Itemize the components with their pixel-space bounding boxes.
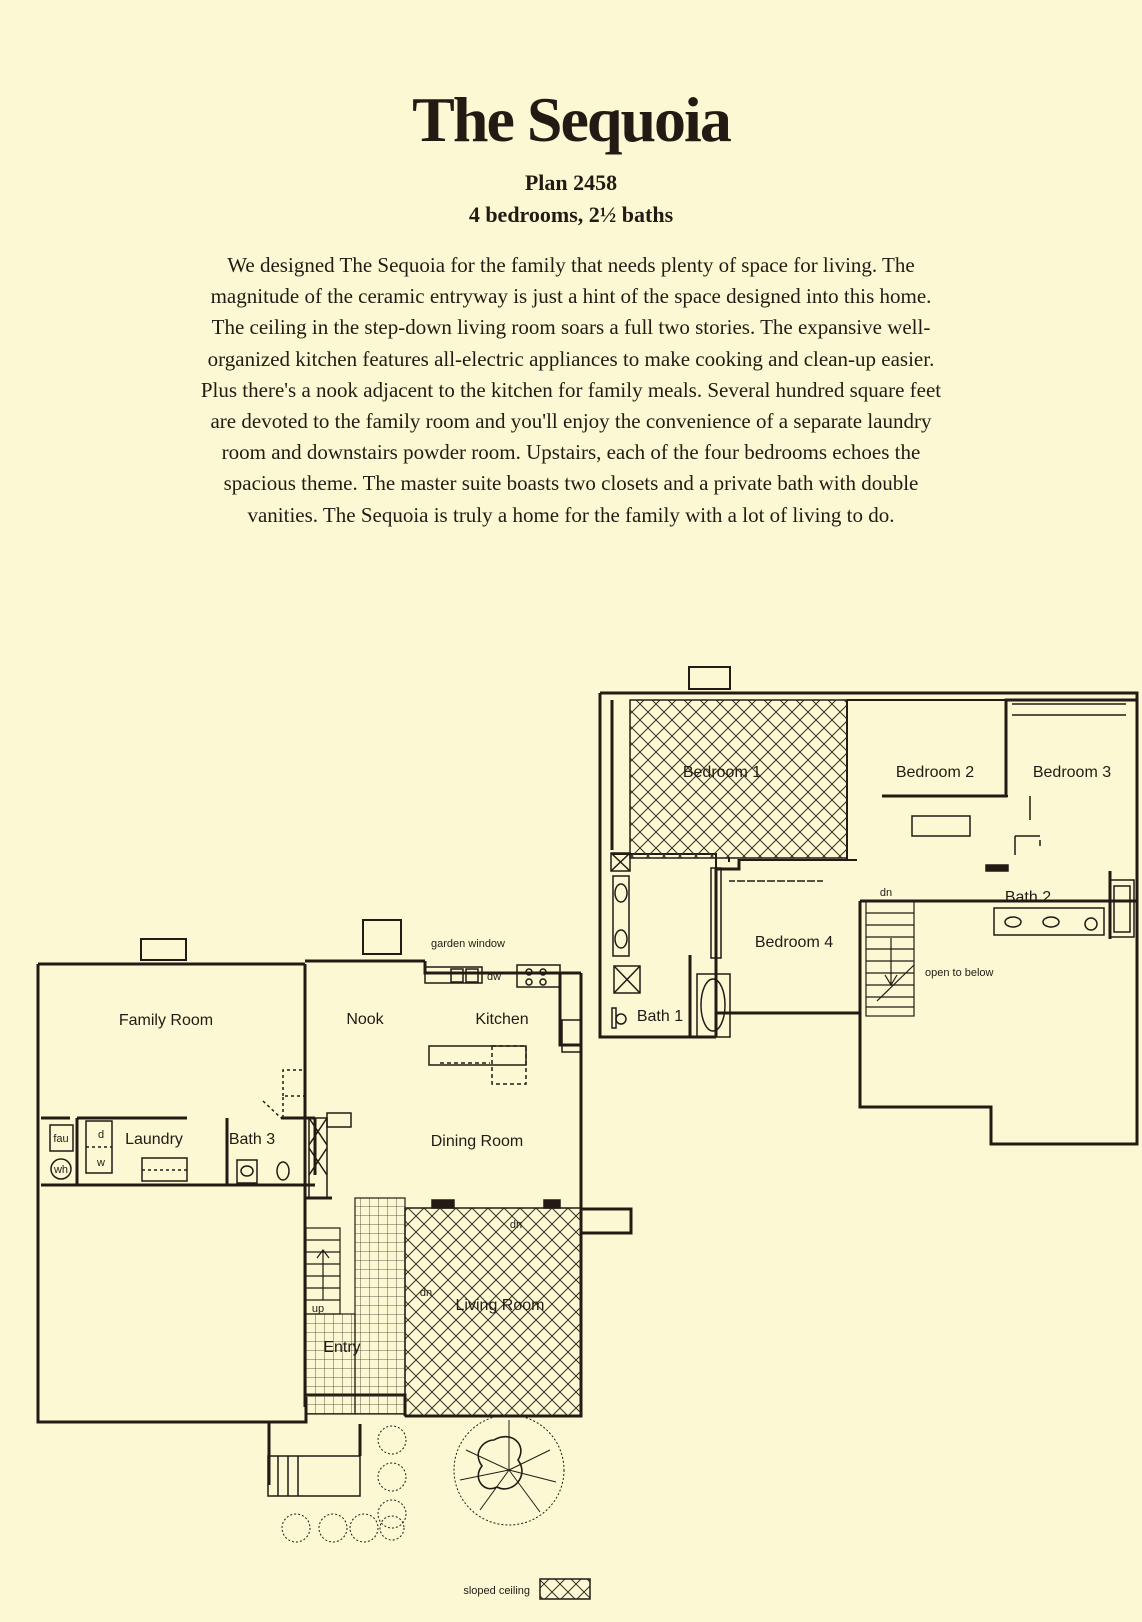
- room-label-bedroom3: Bedroom 3: [1032, 764, 1112, 781]
- garden-window-label: garden window: [431, 938, 505, 950]
- room-label-laundry: Laundry: [125, 1131, 183, 1148]
- entry-step-down-label: dn: [419, 1287, 433, 1299]
- plan-title: The Sequoia: [412, 84, 730, 155]
- dishwasher-label: dw: [486, 971, 502, 983]
- lower-stairs: [306, 1228, 340, 1314]
- dryer-label: d: [97, 1129, 105, 1141]
- living-room-step-down-label: dn: [509, 1219, 523, 1231]
- sloped-ceiling-label: sloped ceiling: [463, 1585, 530, 1597]
- landscape-shrubs: [282, 1415, 564, 1542]
- room-label-bath2: Bath 2: [1004, 889, 1052, 906]
- room-label-bedroom1: Bedroom 1: [682, 764, 762, 781]
- room-label-bedroom4: Bedroom 4: [754, 934, 834, 951]
- plan-description: We designed The Sequoia for the family that needs plenty of space for living. The magnitude of the ceramic entryway is just a hint of the space designed into this home. The ceiling in the step-down living room soars a full two stories. The expansive well-organized kitchen features all-electric appliances to make cooking and clean-up easier. Plus there's a nook adjacent to the kitchen for family meals. Several hundred square feet are devoted to the family room and you'll enjoy the convenience of a separate laundry room and downstairs powder room. Upstairs, each of the four bedrooms echoes the spacious theme. The master suite boasts two closets and a private bath with double vanities. The Sequoia is truly a home for the family with a lot of living to do.: [200, 253, 942, 527]
- entry-tile-floor: [355, 1198, 405, 1414]
- open-to-below-label: open to below: [925, 967, 994, 979]
- room-label-nook: Nook: [346, 1011, 384, 1028]
- entry-tile-floor-lower: [306, 1314, 355, 1414]
- sloped-ceiling-legend: [463, 1579, 590, 1599]
- washer-label: w: [97, 1157, 105, 1169]
- water-heater-label: wh: [53, 1164, 69, 1176]
- furnace-label: fau: [53, 1133, 69, 1145]
- stairs-down-label-upper: dn: [879, 887, 893, 899]
- room-label-dining-room: Dining Room: [430, 1133, 524, 1150]
- bedrooms-baths: 4 bedrooms, 2½ baths: [468, 202, 674, 227]
- room-label-kitchen: Kitchen: [475, 1011, 529, 1028]
- room-label-bath3: Bath 3: [228, 1131, 276, 1148]
- room-label-living-room: Living Room: [455, 1297, 545, 1314]
- stairs-up-label: up: [311, 1303, 325, 1315]
- plan-number: Plan 2458: [524, 170, 618, 195]
- room-label-bath1: Bath 1: [636, 1008, 684, 1025]
- room-label-bedroom2: Bedroom 2: [895, 764, 975, 781]
- upper-stairs: [866, 901, 914, 1016]
- large-tree: [454, 1415, 564, 1525]
- room-label-entry: Entry: [323, 1339, 361, 1356]
- room-label-family-room: Family Room: [118, 1012, 214, 1029]
